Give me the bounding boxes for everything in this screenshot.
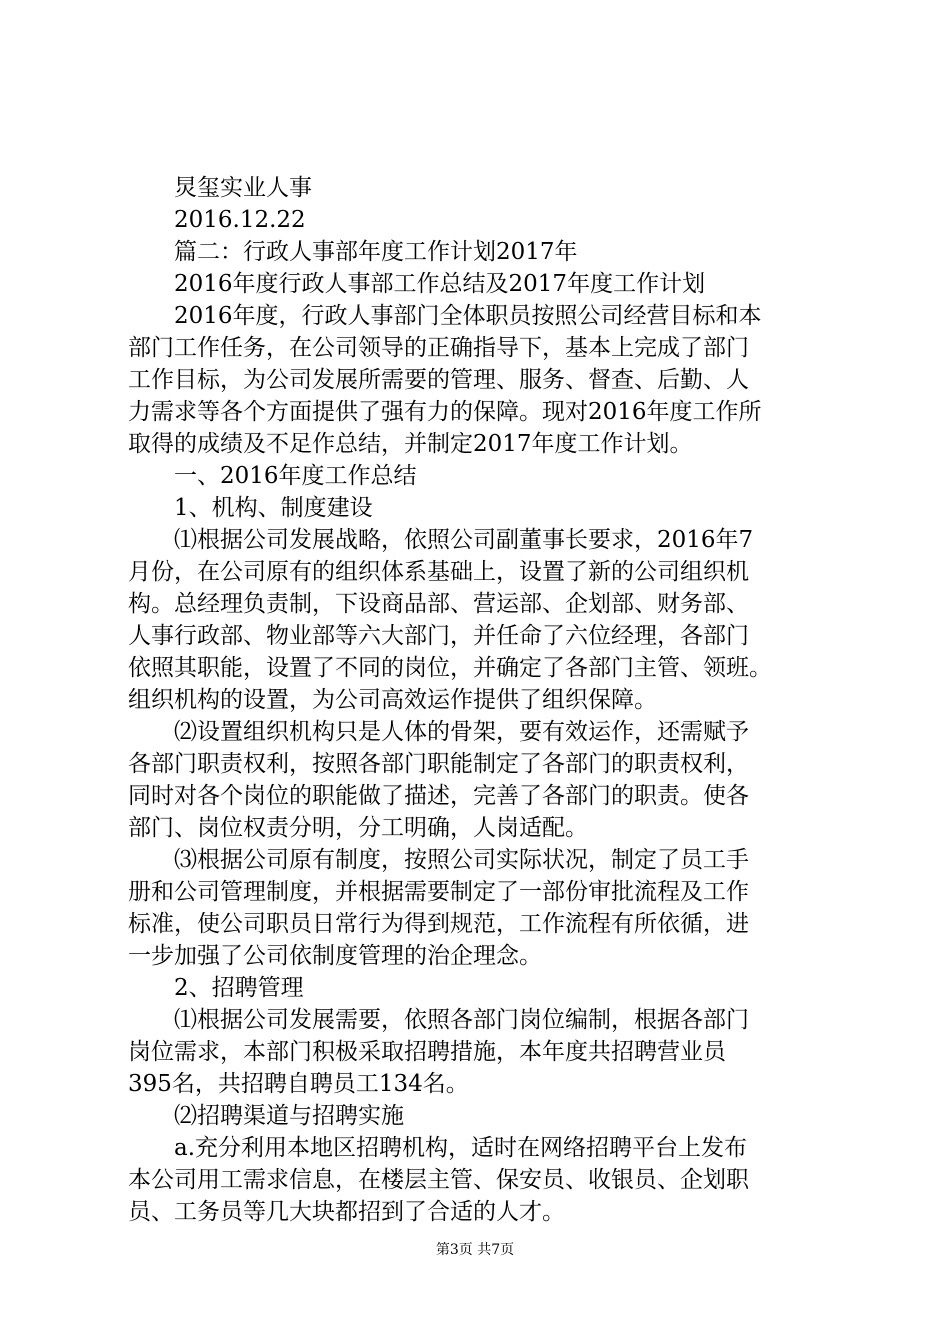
text-line: ⑶根据公司原有制度，按照公司实际状况，制定了员工手 bbox=[174, 847, 749, 873]
text-line: 同时对各个岗位的职能做了描述，完善了各部门的职责。使各 bbox=[128, 783, 749, 809]
text-line: 2、招聘管理 bbox=[174, 975, 304, 1001]
text-line: ⑵招聘渠道与招聘实施 bbox=[174, 1103, 404, 1129]
text-line: 月份，在公司原有的组织体系基础上，设置了新的公司组织机 bbox=[128, 559, 749, 585]
text-line: 1、机构、制度建设 bbox=[174, 495, 373, 521]
text-line: 一、2016年度工作总结 bbox=[174, 463, 417, 489]
text-line: ⑴根据公司发展战略，依照公司副董事长要求，2016年7 bbox=[174, 527, 754, 553]
text-line: 标准，使公司职员日常行为得到规范，工作流程有所依循，进 bbox=[128, 911, 749, 937]
text-line: 工作目标，为公司发展所需要的管理、服务、督查、后勤、人 bbox=[128, 367, 749, 393]
text-line: 人事行政部、物业部等六大部门，并任命了六位经理，各部门 bbox=[128, 623, 749, 649]
text-line: 组织机构的设置，为公司高效运作提供了组织保障。 bbox=[128, 687, 657, 713]
text-line: 部门、岗位权责分明，分工明确，人岗适配。 bbox=[128, 815, 588, 841]
text-line: 篇二：行政人事部年度工作计划2017年 bbox=[174, 239, 578, 265]
text-line: ⑴根据公司发展需要，依照各部门岗位编制，根据各部门 bbox=[174, 1007, 749, 1033]
page-footer bbox=[0, 1240, 950, 1260]
text-line: 依照其职能，设置了不同的岗位，并确定了各部门主管、领班。 bbox=[128, 655, 772, 681]
text-line: a.充分利用本地区招聘机构，适时在网络招聘平台上发布 bbox=[174, 1135, 748, 1161]
text-line: 各部门职责权利，按照各部门职能制定了各部门的职责权利， bbox=[128, 751, 749, 777]
text-line: ⑵设置组织机构只是人体的骨架，要有效运作，还需赋予 bbox=[174, 719, 749, 745]
text-line: 册和公司管理制度，并根据需要制定了一部份审批流程及工作 bbox=[128, 879, 749, 905]
text-line: 力需求等各个方面提供了强有力的保障。现对2016年度工作所 bbox=[128, 399, 762, 425]
text-line: 员、工务员等几大块都招到了合适的人才。 bbox=[128, 1199, 565, 1225]
text-line: 一步加强了公司依制度管理的治企理念。 bbox=[128, 943, 542, 969]
text-line: 2016年度，行政人事部门全体职员按照公司经营目标和本 bbox=[174, 303, 762, 329]
text-line: 本公司用工需求信息，在楼层主管、保安员、收银员、企划职 bbox=[128, 1167, 749, 1193]
text-line: 岗位需求，本部门积极采取招聘措施，本年度共招聘营业员 bbox=[128, 1039, 726, 1065]
document-body bbox=[128, 172, 858, 1228]
text-line: 构。总经理负责制，下设商品部、营运部、企划部、财务部、 bbox=[128, 591, 749, 617]
text-line: 取得的成绩及不足作总结，并制定2017年度工作计划。 bbox=[128, 431, 693, 457]
text-line: 炅玺实业人事 bbox=[174, 175, 312, 201]
page-number-label: 第3页 共7页 bbox=[435, 1242, 515, 1258]
text-line: 395名，共招聘自聘员工134名。 bbox=[128, 1071, 469, 1097]
text-line: 2016.12.22 bbox=[174, 207, 306, 233]
text-line: 2016年度行政人事部工作总结及2017年度工作计划 bbox=[174, 271, 706, 297]
text-line: 部门工作任务，在公司领导的正确指导下，基本上完成了部门 bbox=[128, 335, 749, 361]
